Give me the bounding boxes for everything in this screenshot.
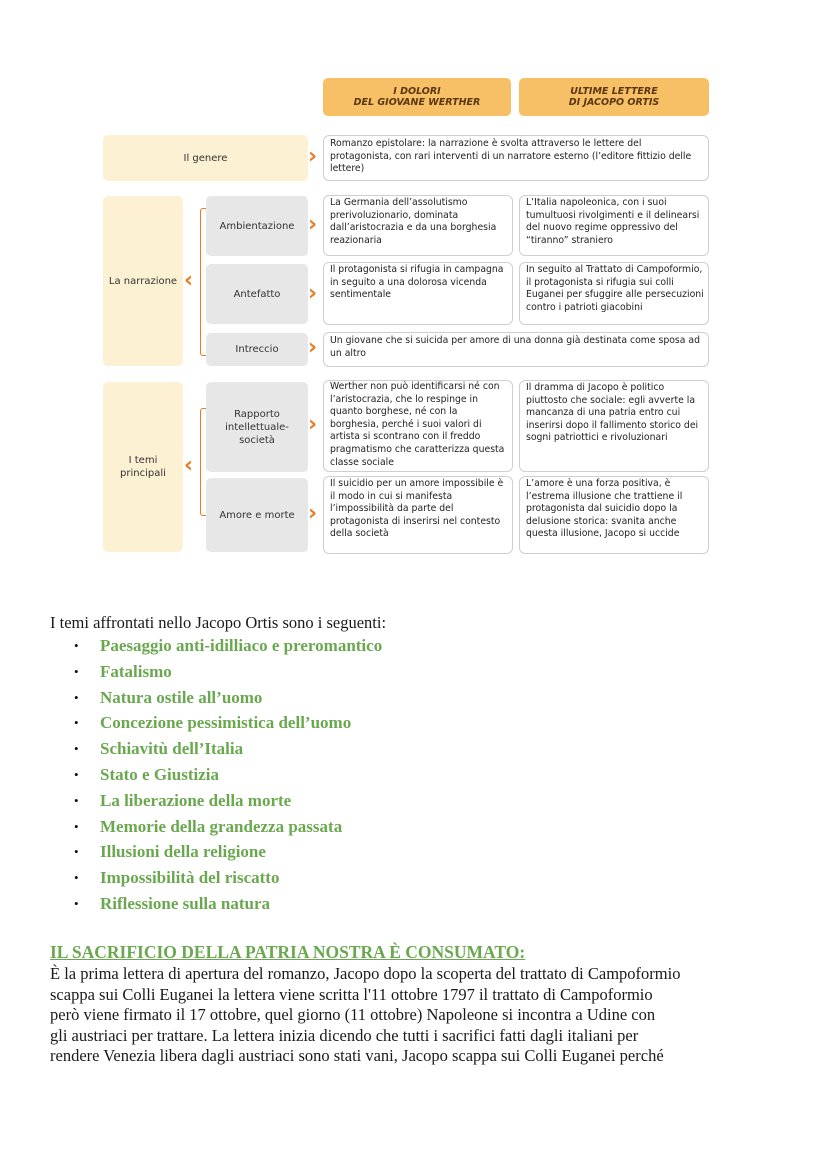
amore-werther: Il suicidio per un amore impossibile è il modo in cui si manifesta l’impossibilità da parte del protagonista di inserirsi nel contesto della società bbox=[323, 476, 513, 554]
theme-label: La liberazione della morte bbox=[100, 790, 292, 810]
amore-ortis: L’amore è una forza positiva, è l’estrema illusione che trattiene il protagonista dal suicidio dopo la delusione storica: svanita anche questa illusione, Jacopo si uccide bbox=[519, 476, 709, 554]
bullet-icon: • bbox=[74, 663, 79, 679]
list-item bbox=[50, 687, 750, 713]
theme-label: Fatalismo bbox=[100, 661, 172, 681]
bullet-icon: • bbox=[74, 741, 79, 757]
bullet-icon: • bbox=[74, 715, 79, 731]
paragraph-line: però viene firmato il 17 ottobre, quel giorno (11 ottobre) Napoleone si incontra a Udine con bbox=[50, 1005, 656, 1024]
theme-label: Schiavitù dell’Italia bbox=[100, 739, 244, 759]
bullet-icon: • bbox=[74, 766, 79, 782]
column-header-ortis: ULTIME LETTERE DI JACOPO ORTIS bbox=[519, 78, 709, 116]
chevron-right-icon: › bbox=[308, 281, 318, 306]
genere-text-box: Romanzo epistolare: la narrazione è svolta attraverso le lettere del protagonista, con rari interventi di un narratore esterno (l’editore fittizio delle lettere) bbox=[323, 135, 709, 181]
theme-label: Illusioni della religione bbox=[100, 842, 266, 862]
category-temi: I temi principali bbox=[103, 382, 183, 552]
theme-label: Memorie della grandezza passata bbox=[100, 816, 343, 836]
list-item bbox=[50, 635, 750, 661]
paragraph-line: È la prima lettera di apertura del romanzo, Jacopo dopo la scoperta del trattato di Campoformio bbox=[50, 964, 681, 983]
comparison-diagram bbox=[0, 0, 828, 560]
bullet-icon: • bbox=[74, 689, 79, 705]
theme-label: Paesaggio anti-idilliaco e preromantico bbox=[100, 636, 383, 655]
list-item bbox=[50, 790, 750, 816]
paragraph-line: rendere Venezia libera dagli austriaci sono stati vani, Jacopo scappa sui Colli Euganei perché bbox=[50, 1046, 664, 1065]
paragraph-line: gli austriaci per trattare. La lettera inizia dicendo che tutti i sacrifici fatti dagli italiani per bbox=[50, 1025, 639, 1045]
list-item bbox=[50, 661, 750, 687]
chevron-right-icon: › bbox=[308, 212, 318, 237]
section-title: IL SACRIFICIO DELLA PATRIA NOSTRA È CONSUMATO: bbox=[50, 942, 526, 962]
theme-label: Impossibilità del riscatto bbox=[100, 868, 280, 888]
paragraph-line: scappa sui Colli Euganei la lettera viene scritta l'11 ottobre 1797 il trattato di Campoformio bbox=[50, 984, 653, 1004]
ambientazione-werther: La Germania dell’assolutismo prerivoluzionario, dominata dall’aristocrazia e da una borghesia reazionaria bbox=[323, 195, 513, 256]
antefatto-werther: Il protagonista si rifugia in campagna in seguito a una dolorosa vicenda sentimentale bbox=[323, 262, 513, 325]
column-header-werther: I DOLORI DEL GIOVANE WERTHER bbox=[323, 78, 511, 116]
list-item bbox=[50, 764, 750, 790]
chevron-right-icon: › bbox=[308, 335, 318, 360]
bullet-icon: • bbox=[74, 792, 79, 808]
list-item bbox=[50, 841, 750, 867]
intro-sentence: I temi affrontati nello Jacopo Ortis sono i seguenti: bbox=[50, 613, 387, 632]
chevron-right-icon: › bbox=[308, 144, 318, 169]
bullet-icon: • bbox=[74, 844, 79, 860]
sub-antefatto: Antefatto bbox=[206, 264, 308, 324]
list-item bbox=[50, 816, 750, 842]
theme-label: Natura ostile all’uomo bbox=[100, 687, 263, 707]
bullet-icon: • bbox=[74, 895, 79, 911]
theme-label: Concezione pessimistica dell’uomo bbox=[100, 713, 352, 733]
rapporto-werther: Werther non può identificarsi né con l’aristocrazia, che lo respinge in quanto borghese, né con la borghesia, perché i suoi valori di artista si scontrano con il freddo pragmatismo che caratterizza questa classe sociale bbox=[323, 380, 513, 472]
themes-list bbox=[50, 635, 750, 919]
rapporto-ortis: Il dramma di Jacopo è politico piuttosto che sociale: egli avverte la mancanza di una patria entro cui inserirsi dopo il fallimento storico dei sogni patriottici e rivoluzionari bbox=[519, 380, 709, 472]
sub-rapporto: Rapporto intellettuale- società bbox=[206, 382, 308, 472]
list-item bbox=[50, 738, 750, 764]
sub-amore-morte: Amore e morte bbox=[206, 478, 308, 552]
chevron-right-icon: › bbox=[308, 412, 318, 437]
list-item bbox=[50, 867, 750, 893]
chevron-right-icon: › bbox=[308, 501, 318, 526]
list-item bbox=[50, 893, 750, 919]
body-paragraph bbox=[50, 964, 778, 1067]
chevron-left-icon: ‹ bbox=[184, 453, 194, 478]
antefatto-ortis: In seguito al Trattato di Campoformio, il protagonista si rifugia sui colli Euganei per sfuggire alle persecuzioni contro i patrioti giacobini bbox=[519, 262, 709, 325]
bullet-icon: • bbox=[74, 870, 79, 886]
list-item bbox=[50, 712, 750, 738]
theme-label: Riflessione sulla natura bbox=[100, 893, 271, 913]
sub-ambientazione: Ambientazione bbox=[206, 196, 308, 256]
chevron-left-icon: ‹ bbox=[184, 268, 194, 293]
bullet-icon: • bbox=[74, 638, 79, 653]
category-narrazione: La narrazione bbox=[103, 196, 183, 366]
sub-intreccio: Intreccio bbox=[206, 333, 308, 366]
bullet-icon: • bbox=[74, 818, 79, 834]
theme-label: Stato e Giustizia bbox=[100, 764, 219, 784]
category-genere: Il genere bbox=[103, 135, 308, 181]
ambientazione-ortis: L’Italia napoleonica, con i suoi tumultuosi rivolgimenti e il delinearsi del nuovo regime oppressivo del “tiranno” straniero bbox=[519, 195, 709, 256]
intreccio-text-box: Un giovane che si suicida per amore di una donna già destinata come sposa ad un altro bbox=[323, 332, 709, 367]
